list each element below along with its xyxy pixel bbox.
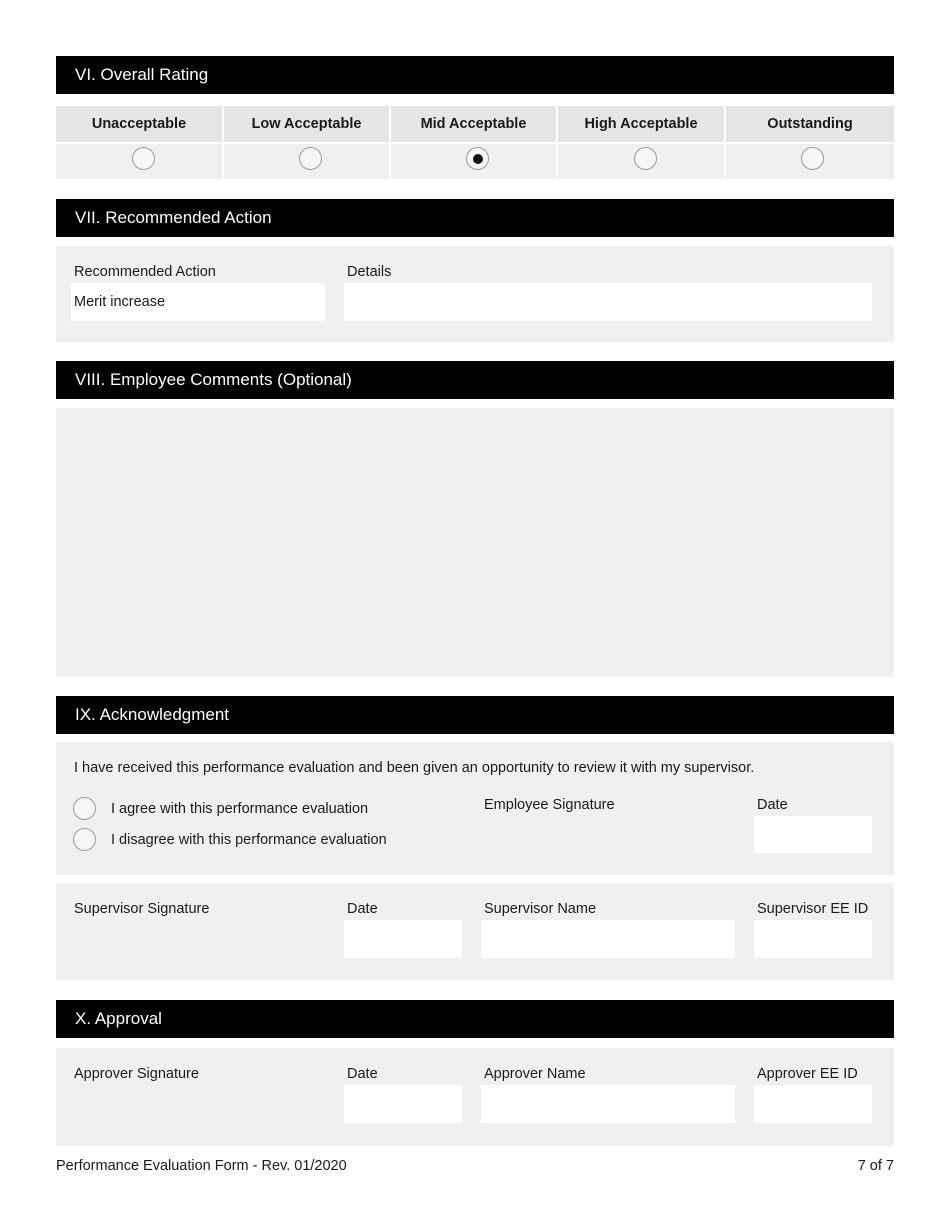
supervisor-date-field[interactable] [344,920,462,958]
employee-comments-textarea[interactable] [56,408,894,677]
footer-form-name: Performance Evaluation Form - Rev. 01/2020 [56,1158,347,1174]
footer-page-number: 7 of 7 [857,1158,894,1174]
employee-comments-title: VIII. Employee Comments (Optional) [75,370,352,389]
rating-radio-low-acceptable[interactable] [299,147,322,170]
details-label: Details [347,264,392,280]
recommended-action-title: VII. Recommended Action [75,208,272,227]
supervisor-signature-label: Supervisor Signature [74,901,210,917]
rating-option-high-acceptable-label: High Acceptable [558,106,724,142]
supervisor-id-field[interactable] [754,920,872,958]
employee-date-field[interactable] [754,816,872,853]
rating-option-low-acceptable-label: Low Acceptable [224,106,389,142]
rating-option-mid-acceptable-label: Mid Acceptable [391,106,556,142]
agree-label: I agree with this performance evaluation [111,801,369,817]
details-field[interactable] [344,283,872,321]
rating-radio-mid-acceptable[interactable] [466,147,489,170]
rating-radio-high-acceptable[interactable] [634,147,657,170]
approver-signature-label: Approver Signature [74,1066,199,1082]
rating-option-unacceptable-label: Unacceptable [56,106,222,142]
employee-signature-label: Employee Signature [484,797,615,813]
acknowledgment-statement: I have received this performance evaluation and been given an opportunity to review it with my supervisor. [74,760,755,776]
acknowledgment-header [56,696,894,734]
approver-name-field[interactable] [481,1085,735,1123]
supervisor-name-field[interactable] [481,920,735,958]
employee-comments-header [56,361,894,399]
acknowledgment-title: IX. Acknowledgment [75,705,230,724]
approver-date-field[interactable] [344,1085,462,1123]
overall-rating-header [56,56,894,94]
overall-rating-title: VI. Overall Rating [75,65,209,84]
approver-id-label: Approver EE ID [757,1066,858,1082]
recommended-action-header [56,199,894,237]
approval-title: X. Approval [75,1009,162,1028]
rating-radio-unacceptable[interactable] [132,147,155,170]
agree-radio[interactable] [73,797,96,820]
approver-date-label: Date [347,1066,378,1082]
approver-id-field[interactable] [754,1085,872,1123]
recommended-action-label: Recommended Action [74,264,216,280]
rating-option-outstanding-label: Outstanding [726,106,894,142]
supervisor-name-label: Supervisor Name [484,901,597,917]
selected-dot-icon [473,154,483,164]
employee-date-label: Date [757,797,788,813]
disagree-label: I disagree with this performance evaluation [111,832,387,848]
approval-header [56,1000,894,1038]
supervisor-date-label: Date [347,901,378,917]
rating-radio-outstanding[interactable] [801,147,824,170]
approver-name-label: Approver Name [484,1066,586,1082]
recommended-action-field[interactable]: Merit increase [71,283,325,321]
disagree-radio[interactable] [73,828,96,851]
supervisor-id-label: Supervisor EE ID [757,901,869,917]
